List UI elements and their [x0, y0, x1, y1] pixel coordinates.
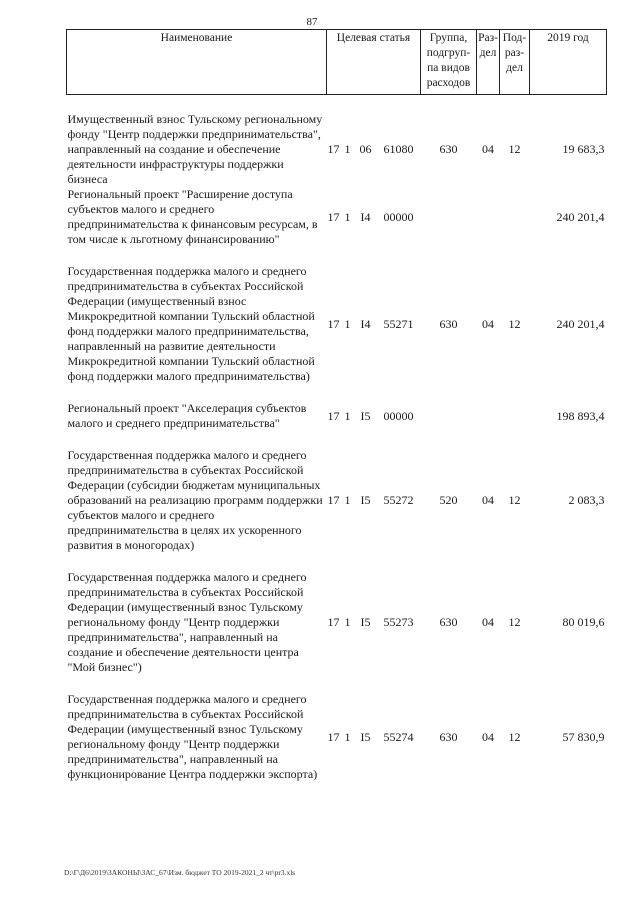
table-row	[67, 448, 607, 553]
row-group	[421, 401, 477, 431]
row-subsection	[500, 401, 530, 431]
row-subprogram: 1	[344, 142, 351, 156]
row-section: 04	[482, 615, 494, 629]
row-amount: 2 083,3	[568, 493, 605, 507]
row-direction: 61080	[383, 142, 414, 156]
table-row	[67, 692, 607, 782]
row-name: Государственная поддержка малого и среднего предпринимательства в субъектах Российской Федерации (имущественный взнос Тульскому региональному фонду "Центр поддержки предпринимательства", направленный на создание и обеспечение деятельности центра "Мой бизнес")	[67, 570, 307, 674]
row-event: I5	[360, 408, 371, 423]
row-section: 04	[482, 493, 494, 507]
row-event: 06	[359, 142, 372, 156]
row-amount: 19 683,3	[562, 142, 605, 156]
row-direction: 00000	[383, 209, 414, 224]
row-program: 17	[327, 316, 340, 331]
row-amount: 80 019,6	[562, 615, 605, 629]
row-direction: 55271	[383, 316, 414, 331]
row-name: Региональный проект "Расширение доступа субъектов малого и среднего предпринимательства к финансовым ресурсам, в том числе к льготному финансированию"	[67, 187, 318, 246]
row-amount: 240 201,4	[556, 209, 605, 224]
row-event: I5	[360, 493, 371, 507]
row-subprogram: 1	[344, 615, 351, 629]
row-subsection: 12	[508, 316, 521, 331]
row-name: Государственная поддержка малого и среднего предпринимательства в субъектах Российской Федерации (имущественный взнос Тульскому региональному фонду "Центр поддержки предпринимательства", направленный на функционирование Центра поддержки экспорта)	[67, 692, 318, 781]
row-group: 630	[439, 729, 458, 744]
row-group: 520	[439, 493, 458, 507]
row-subprogram: 1	[344, 316, 351, 331]
row-group: 630	[439, 142, 458, 156]
row-group	[421, 187, 477, 247]
row-name: Имущественный взнос Тульскому региональному фонду "Центр поддержки предпринимательства", направленный на создание и обеспечение деятельности инфраструктуры поддержки бизнеса	[67, 112, 323, 186]
table-row	[67, 112, 607, 187]
row-direction: 55273	[383, 615, 414, 629]
table-header	[67, 30, 607, 95]
header-group: Группа, подгруп- па видов расходов	[421, 30, 477, 95]
table-row	[67, 264, 607, 384]
row-subsection: 12	[508, 493, 521, 507]
row-section	[477, 187, 500, 247]
row-subsection	[500, 187, 530, 247]
header-section: Раз- дел	[477, 30, 500, 95]
table-row	[67, 401, 607, 431]
row-event: I4	[360, 316, 371, 331]
row-amount: 240 201,4	[556, 316, 605, 331]
row-direction: 55272	[383, 493, 414, 507]
row-section	[477, 401, 500, 431]
row-section: 04	[482, 316, 494, 331]
row-name: Государственная поддержка малого и среднего предпринимательства в субъектах Российской Федерации (имущественный взнос Микрокредитной компании Тульский областной фонд поддержки малого предпринимательства, направленный на развитие деятельности Микрокредитной компании Тульский областной фонд поддержки малого предпринимательства)	[67, 264, 315, 383]
row-amount: 198 893,4	[556, 408, 605, 423]
header-target-article: Целевая статья	[327, 30, 421, 95]
row-name: Региональный проект "Акселерация субъектов малого и среднего предпринимательства"	[67, 401, 307, 430]
row-section: 04	[482, 142, 494, 156]
row-subprogram: 1	[344, 493, 351, 507]
row-event: I4	[360, 209, 371, 224]
row-amount: 57 830,9	[562, 729, 605, 744]
table-body	[67, 95, 607, 783]
page-number: 87	[306, 16, 318, 28]
row-direction: 00000	[383, 408, 414, 423]
row-event: I5	[360, 729, 371, 744]
row-subprogram: 1	[344, 408, 351, 423]
file-path-footer: D:\Г\Д6\2019\ЗАКОНЫ\ЗАС_67\Изм. бюджет ТО 2019-2021_2 чт\pr3.xls	[64, 868, 296, 877]
row-program: 17	[327, 408, 340, 423]
row-group: 630	[439, 316, 458, 331]
header-subsection: Под- раз- дел	[500, 30, 530, 95]
row-subsection: 12	[508, 615, 521, 629]
row-subsection: 12	[508, 729, 521, 744]
header-name: Наименование	[67, 30, 327, 95]
row-program: 17	[327, 209, 340, 224]
row-group: 630	[439, 615, 458, 629]
table-row	[67, 187, 607, 247]
row-direction: 55274	[383, 729, 414, 744]
table-row	[67, 570, 607, 675]
row-program: 17	[327, 729, 340, 744]
row-program: 17	[327, 615, 340, 629]
row-name: Государственная поддержка малого и среднего предпринимательства в субъектах Российской Федерации (субсидии бюджетам муниципальных образований на реализацию программ поддержки субъектов малого и среднего предпринимательства в целях их ускоренного развития в моногородах)	[67, 448, 323, 552]
row-section: 04	[482, 729, 494, 744]
row-subprogram: 1	[344, 209, 351, 224]
row-subprogram: 1	[344, 729, 351, 744]
header-year: 2019 год	[530, 30, 607, 95]
row-program: 17	[327, 493, 340, 507]
row-event: I5	[360, 615, 371, 629]
row-subsection: 12	[508, 142, 521, 156]
budget-table	[66, 29, 607, 782]
row-program: 17	[327, 142, 340, 156]
